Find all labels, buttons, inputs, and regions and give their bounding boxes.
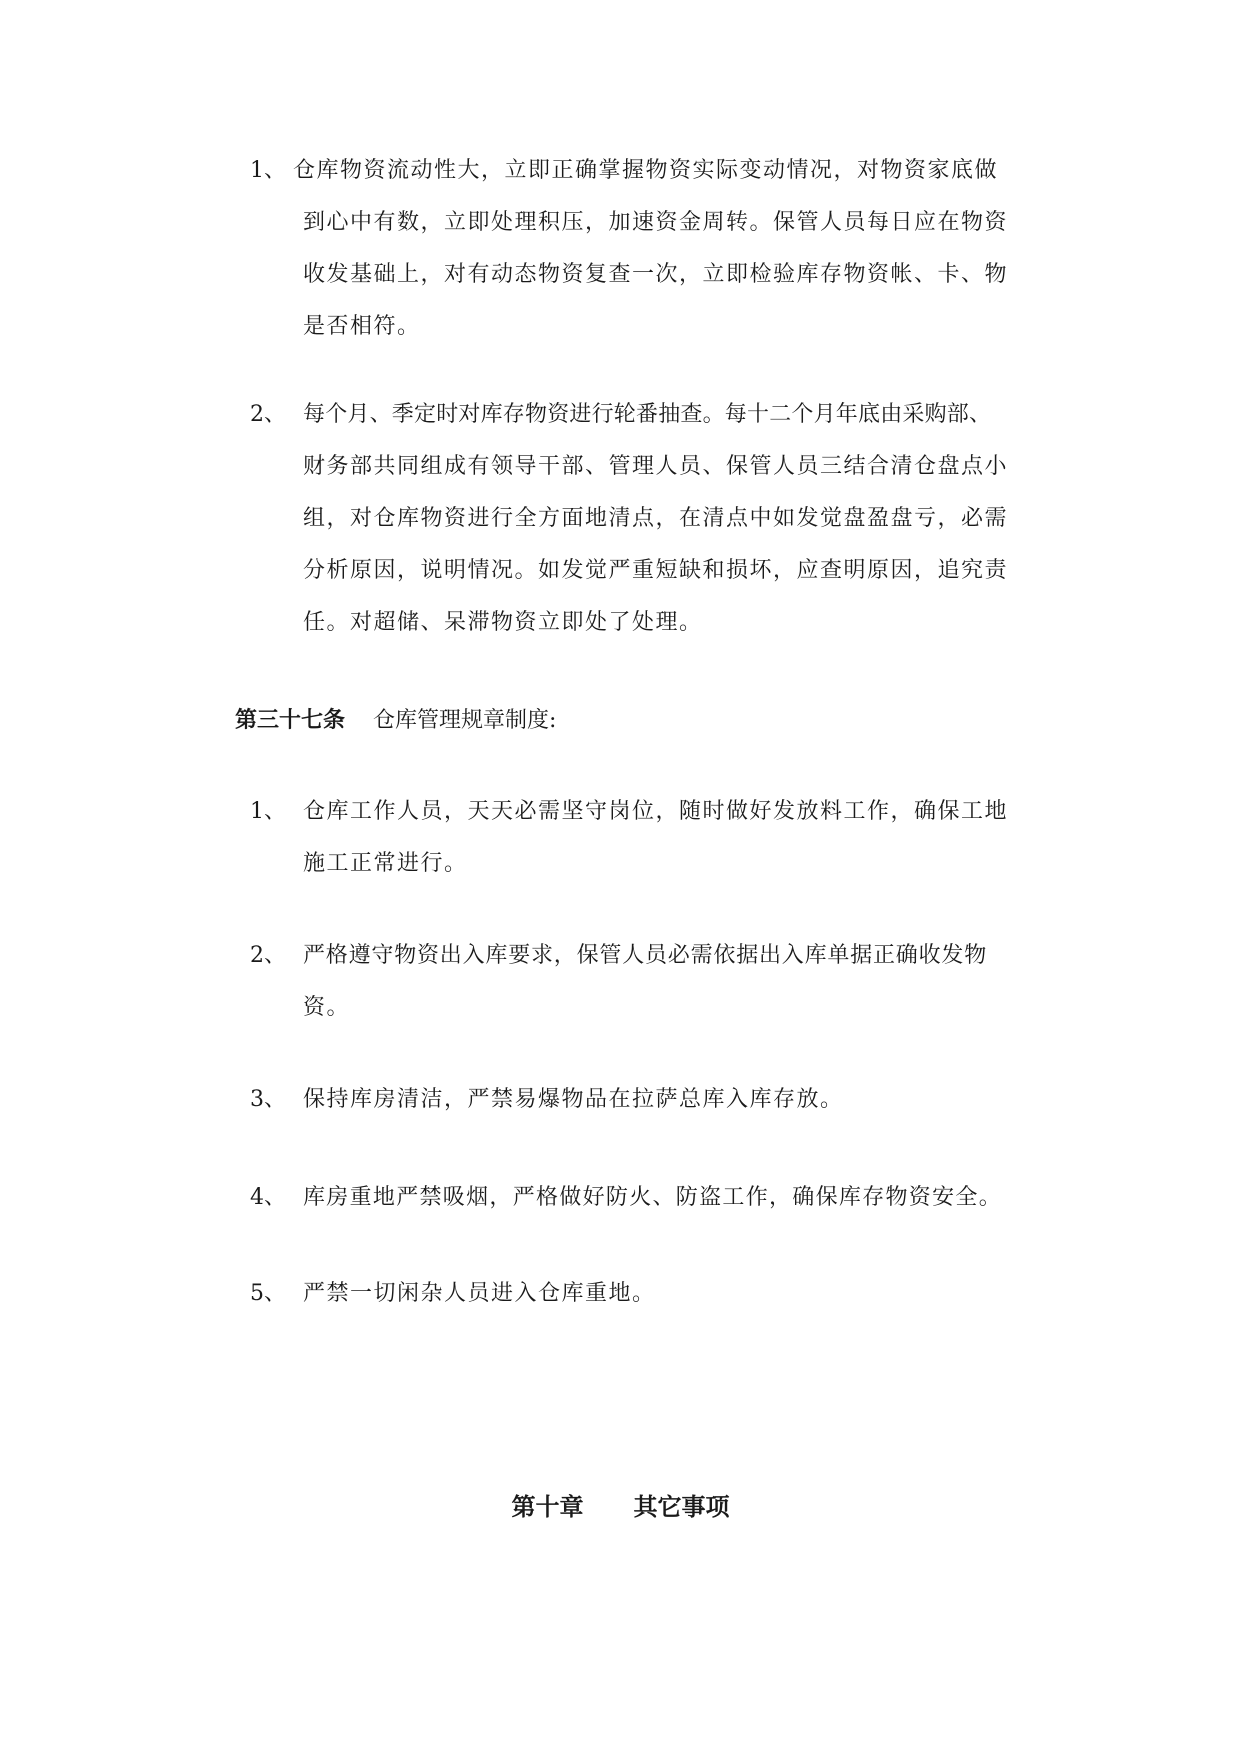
article-title: 仓库管理规章制度: [373, 708, 557, 733]
list-item [250, 389, 1050, 649]
list-item [250, 930, 1050, 1034]
item-text-line: 组，对仓库物资进行全方面地清点，在清点中如发觉盘盈盘亏，必需 [303, 506, 1009, 531]
item-text-line: 保持库房清洁，严禁易爆物品在拉萨总库入库存放。 [303, 1087, 844, 1112]
list-item [250, 786, 1050, 890]
item-text-line: 任。对超储、呆滞物资立即处了处理。 [303, 610, 703, 635]
item-number: 5、 [250, 1281, 286, 1306]
item-text-line: 严禁一切闲杂人员进入仓库重地。 [303, 1281, 656, 1306]
item-number: 2、 [250, 943, 286, 968]
item-text-line: 仓库工作人员，天天必需坚守岗位，随时做好发放料工作，确保工地 [303, 799, 1009, 824]
list-item [250, 1268, 1050, 1320]
item-text-line: 是否相符。 [303, 314, 421, 339]
list-item [250, 1172, 1050, 1224]
chapter-label: 第十章 [511, 1492, 584, 1521]
item-text-line: 财务部共同组成有领导干部、管理人员、保管人员三结合清仓盘点小 [303, 454, 1009, 479]
item-text-line: 收发基础上，对有动态物资复查一次，立即检验库存物资帐、卡、物 [303, 262, 1009, 287]
item-text-line: 严格遵守物资出入库要求，保管人员必需依据出入库单据正确收发物 [303, 943, 988, 968]
item-text-line: 资。 [303, 995, 351, 1020]
item-text-line: 到心中有数，立即处理积压，加速资金周转。保管人员每日应在物资 [303, 210, 1009, 235]
item-text-line: 库房重地严禁吸烟，严格做好防火、防盗工作，确保库存物资安全。 [303, 1185, 1003, 1210]
item-text-line: 每个月、季定时对库存物资进行轮番抽查。每十二个月年底由采购部、 [303, 402, 992, 427]
item-text-line: 施工正常进行。 [303, 851, 468, 876]
item-text-line: 仓库物资流动性大，立即正确掌握物资实际变动情况，对物资家底做 [293, 158, 999, 183]
list-item [250, 1074, 1050, 1126]
item-text-line: 分析原因，说明情况。如发觉严重短缺和损坏，应查明原因，追究责 [303, 558, 1009, 583]
article-label: 第三十七条 [235, 707, 346, 733]
item-number: 3、 [250, 1087, 286, 1112]
article-heading [235, 694, 556, 747]
item-number: 1、 [250, 158, 286, 183]
chapter-title: 其它事项 [633, 1492, 730, 1521]
list-item [250, 145, 1050, 355]
item-number: 4、 [250, 1185, 286, 1210]
item-number: 1、 [250, 799, 286, 824]
item-number: 2、 [250, 402, 286, 427]
chapter-heading [0, 1481, 1241, 1533]
